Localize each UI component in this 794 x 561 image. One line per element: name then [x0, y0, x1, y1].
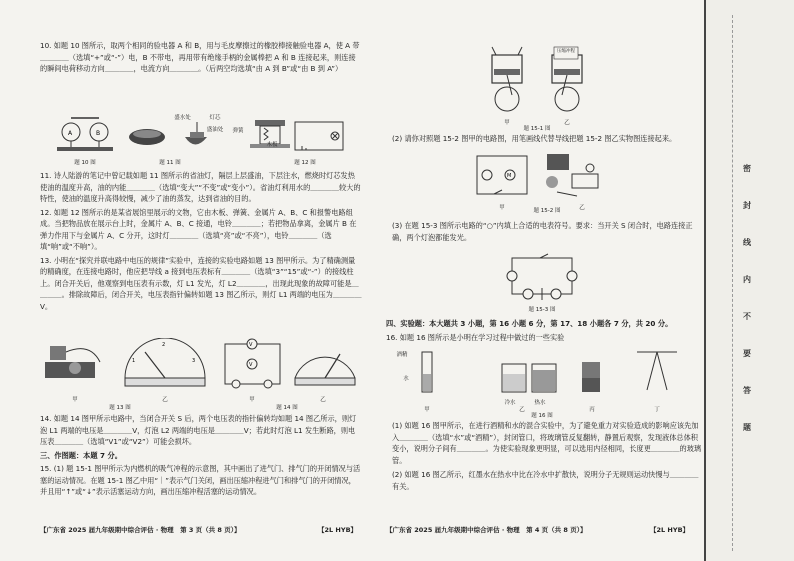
question-15-3: (3) 在题 15-3 图所示电路的“○”内填上合适的电表符号。要求：当开关 S 闭合时，电路连接正确，两个灯泡都能发光。 — [392, 221, 693, 242]
figure-16-caption: 题 16 图 — [531, 413, 553, 419]
seal-char: 答 — [743, 386, 751, 395]
left-column-3 — [40, 413, 362, 498]
svg-text:V: V — [249, 362, 253, 368]
seal-char: 题 — [743, 423, 751, 432]
figure-16-sub-d: 丁 — [654, 407, 660, 413]
figure-11-label-wick: 灯芯 — [209, 115, 221, 121]
left-column — [40, 40, 362, 75]
figure-12-caption: 题 12 图 — [294, 160, 316, 166]
figure-11-label-oil: 盛油处 — [206, 127, 224, 133]
right-code: 【2L HYB】 — [650, 526, 690, 534]
figure-11-caption: 题 11 图 — [159, 160, 181, 166]
svg-text:2: 2 — [162, 342, 166, 348]
seal-char: 要 — [743, 349, 751, 358]
question-12: 12. 如题 12 图所示的是某省展馆里展示的文物，它由木板、弹簧、金属片 A、B、C 和报警电路组成。当把物品放在展示台上时，金属片 A、B、C 接通，电铃＿＿＿＿；若把物品拿离，金属片 B 在弹力作用下与金属片 A、C 分开，这时灯＿＿＿＿（选填“亮”或“不亮”），电铃＿＿＿＿（选填“响”或“不响”）。 — [40, 207, 357, 251]
figure-16-label-water: 水 — [403, 376, 409, 382]
figure-16-sub-a: 甲 — [424, 407, 430, 413]
figure-16-sub-c: 丙 — [589, 407, 595, 413]
question-10: 10. 如题 10 图所示，取两个相同的验电器 A 和 B，用与毛皮摩擦过的橡胶棒接触验电器 A，使 A 带＿＿＿＿（选填“+”或“-”）电，B 不带电，再用带有绝缘手柄的金属棒把 A 和 B 连接起来，则连接的瞬间电荷移动方向＿＿＿＿，电流方向＿＿＿＿。（后两空均选填“由 A 到 B”或“由 B 到 A”） — [40, 41, 360, 73]
figure-16-label-hot-water: 热水 — [534, 400, 546, 406]
figure-12 — [240, 112, 350, 157]
figure-15-3-caption: 题 15-3 图 — [528, 307, 556, 313]
seal-char: 不 — [743, 312, 751, 321]
figure-10-caption: 题 10 图 — [74, 160, 96, 166]
binding-line — [704, 0, 706, 561]
seal-char: 密 — [743, 164, 751, 173]
figure-14-sub-a: 甲 — [249, 397, 255, 403]
figure-15-1-sub-a: 甲 — [504, 120, 510, 126]
binding-dashed-line — [732, 15, 734, 551]
figure-16-label-alcohol: 酒精 — [396, 352, 408, 358]
right-column-2 — [392, 220, 704, 243]
left-code: 【2L HYB】 — [318, 526, 358, 534]
figure-10 — [55, 112, 115, 157]
figure-15-2-caption: 题 15-2 图 — [533, 208, 561, 214]
figure-13 — [40, 338, 360, 394]
figure-16-sub-b: 乙 — [519, 407, 525, 413]
section-4-title: 四、实验题：本大题共 3 小题，第 16 小题 6 分，第 17、18 小题各 7 分，共 20 分。 — [386, 319, 673, 328]
figure-12-label-spring: 弹簧 — [232, 128, 244, 134]
question-16-2: (2) 如题 16 图乙所示，红墨水在热水中比在冷水中扩散快，说明分子无规则运动快慢与＿＿＿＿有关。 — [392, 470, 699, 491]
figure-11-label-water: 盛水处 — [174, 115, 191, 121]
left-page — [0, 0, 372, 561]
question-15-1: 15. (1) 题 15-1 图甲所示为内燃机的吸气冲程的示意图，其中画出了进气门、排气门的开闭情况与活塞的运动情况。在题 15-1 图乙中用“｜”表示气门关闭，画出压缩冲程进气门和排气门的开闭情况，并且用“↑”或“↓”表示活塞运动方向，画出压缩冲程活塞的运动情况。 — [40, 464, 361, 496]
figure-13-caption: 题 13 图 — [109, 405, 131, 411]
figure-15-1-caption: 题 15-1 图 — [523, 126, 551, 132]
svg-text:V: V — [249, 342, 253, 348]
svg-text:A: A — [68, 130, 73, 137]
figure-15-2-sub-b: 乙 — [579, 205, 585, 211]
left-column-2 — [40, 170, 362, 312]
svg-text:1: 1 — [132, 358, 136, 364]
right-column-1 — [392, 133, 704, 145]
svg-text:B: B — [96, 130, 101, 137]
seal-char: 内 — [743, 275, 751, 284]
question-13: 13. 小明在“探究并联电路中电压的规律”实验中，连接的实验电路如题 13 图甲所示。为了精确测量的精确度，在连接电路时，他应把导线 a 接到电压表标有＿＿＿＿（选填“3”“15”或“-”）的接线柱上。闭合开关后，他观察到电压表有示数，灯 L1 发光，灯 L2＿＿＿＿，出现此现象的故障可能是＿＿＿＿。排除故障后，闭合开关，电压表指针偏转如题 13 图乙所示，则灯 L1 两端的电压为＿＿＿＿V。 — [40, 255, 362, 311]
question-15-2: (2) 请你对照题 15-2 图甲的电路图，用笔画线代替导线把题 15-2 图乙实物图连接起来。 — [392, 134, 677, 143]
svg-text:M: M — [507, 173, 512, 179]
figure-16 — [412, 348, 682, 398]
question-16-1: (1) 如题 16 图甲所示，在进行酒精和水的混合实验中，为了避免重力对实验造成的影响应该先加入＿＿＿＿（选填“水”或“酒精”），封闭管口，将玻璃管反复翻转，静置后观察，发现液体总体积变小，说明分子间有＿＿＿＿。为使实验现象更明显，可以选用内径相同，长度更＿＿＿＿的玻璃管。 — [392, 421, 702, 465]
question-11: 11. 诗人陆游的笔记中曾记载如题 11 图所示的省油灯，隔层上层盛油，下层注水，燃烧时灯芯发热使油的温度升高，油的内能＿＿＿＿（选填“变大”“不变”或“变小”）。省油灯利用水的＿＿＿＿较大的特性，使油的温度升高得较慢，减少了油的蒸发，达到省油的目的。 — [40, 171, 361, 203]
figure-12-label-board: 木板 — [266, 142, 278, 148]
figure-15-1 — [482, 45, 592, 117]
figure-15-2-sub-a: 甲 — [499, 205, 505, 211]
figure-14-sub-b: 乙 — [320, 397, 326, 403]
seal-char: 封 — [743, 201, 751, 210]
figure-15-1-sub-b: 乙 — [564, 120, 570, 126]
svg-text:3: 3 — [192, 358, 196, 364]
left-footer: 【广东省 2025 届九年级期中综合评估 · 物理 第 3 页（共 8 页）】 — [40, 526, 241, 534]
question-14: 14. 如题 14 图甲所示电路中，当闭合开关 S 后，两个电压表的指针偏转均如题 14 图乙所示，则灯泡 L1 两端的电压是＿＿＿＿V，灯泡 L2 两端的电压是＿＿＿＿V；若此时灯泡 L1 发生断路，则电压表＿＿＿＿（选填“V1”或“V2”）可能会损坏。 — [40, 414, 357, 446]
right-page — [372, 0, 704, 561]
seal-char: 线 — [743, 238, 751, 247]
right-column-3 — [386, 318, 704, 343]
figure-15-2 — [472, 150, 612, 202]
section-3-title: 三、作图题：本题 7 分。 — [40, 450, 122, 460]
figure-14-caption: 题 14 图 — [276, 405, 298, 411]
right-footer: 【广东省 2025 届九年级期中综合评估 · 物理 第 4 页（共 8 页）】 — [386, 526, 587, 534]
figure-15-3 — [502, 250, 582, 302]
figure-16-label-cold-water: 冷水 — [504, 400, 516, 406]
figure-13-sub-b: 乙 — [162, 397, 168, 403]
figure-15-1-label: 压缩冲程 — [557, 49, 575, 54]
question-16: 16. 如题 16 图所示是小明在学习过程中做过的一些实验 — [386, 332, 565, 342]
figure-13-sub-a: 甲 — [72, 397, 78, 403]
right-column-4 — [392, 420, 704, 492]
seal-line-notice — [740, 150, 754, 446]
